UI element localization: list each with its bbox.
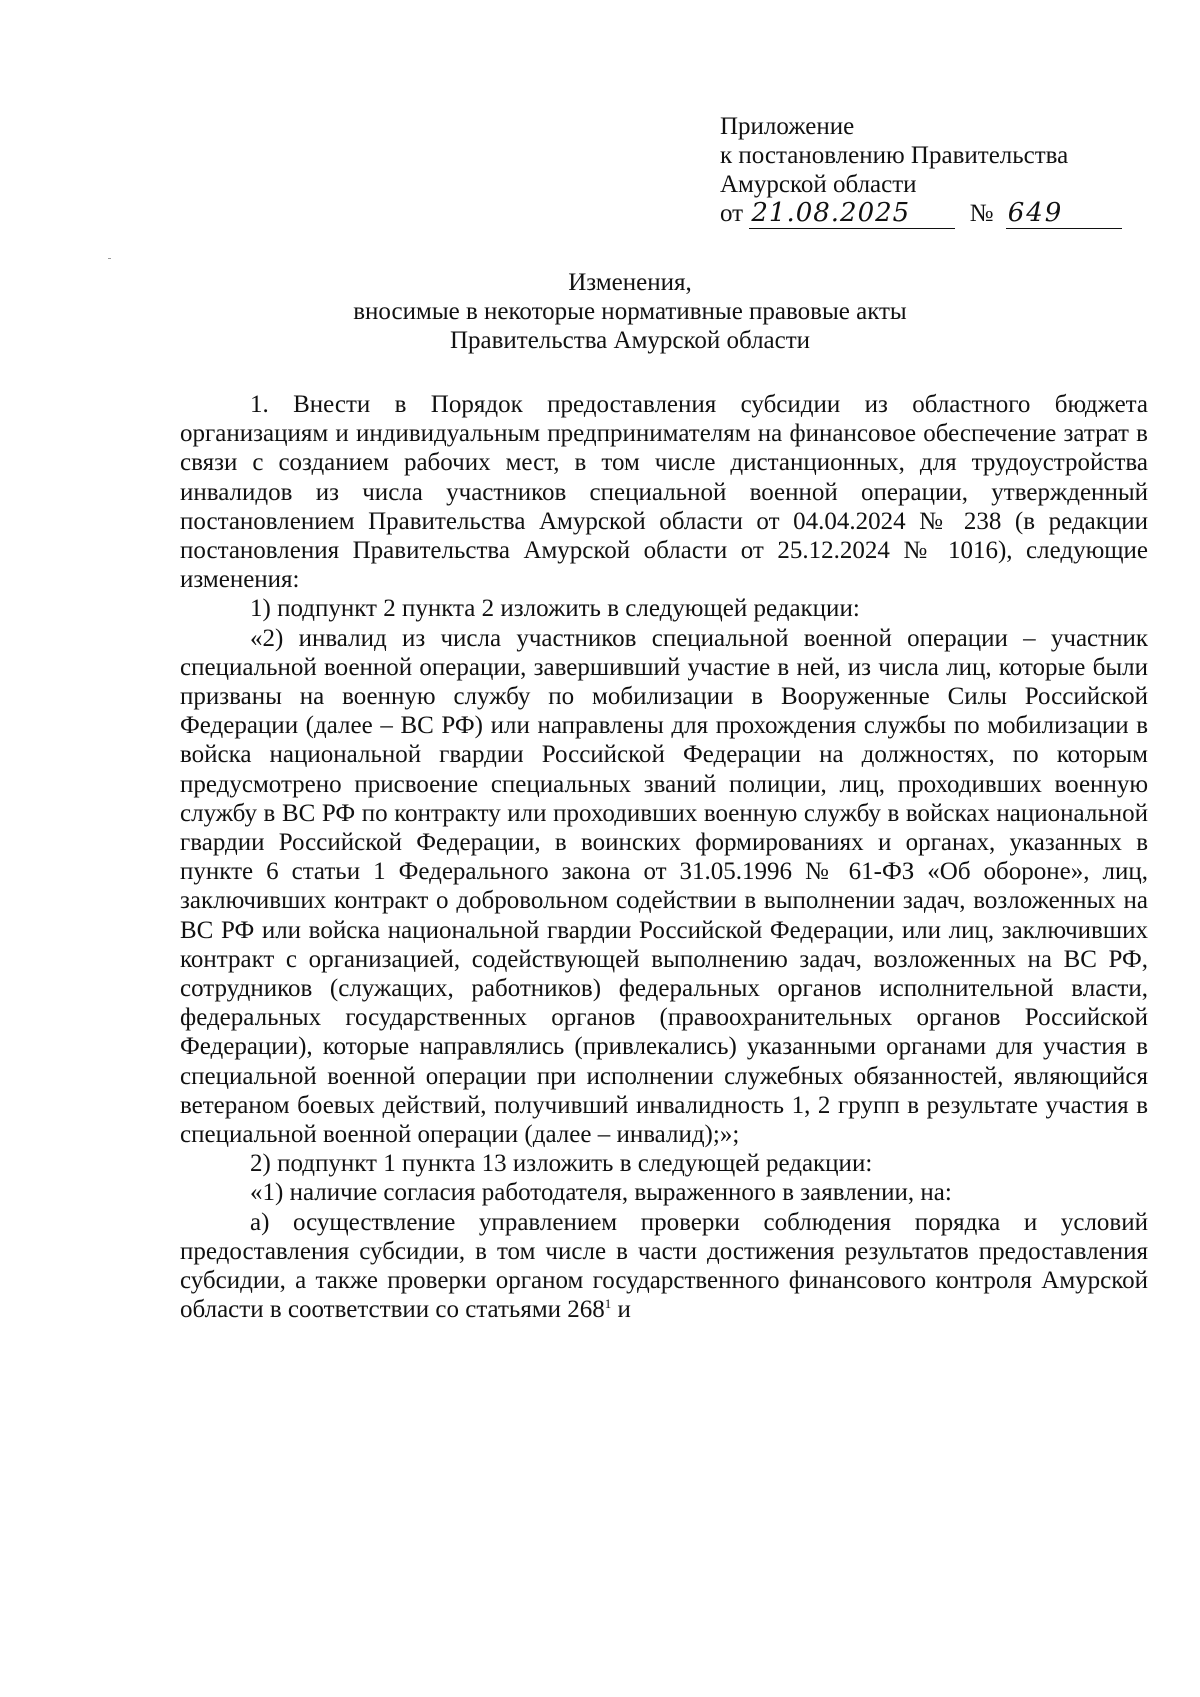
appendix-resolution-ref: к постановлению Правительства — [720, 142, 1069, 169]
appendix-date-number-line — [720, 199, 1160, 229]
consent-a-text: а) осуществление управлением проверки соблюдения порядка и условий предоставления субсидии, в том числе в части достижения результатов предоставления субсидии, а также проверки органом государственного финансового контроля Амурской области в соответствии со статьями 268 — [180, 1208, 1148, 1324]
appendix-label: Приложение — [720, 113, 855, 140]
scan-artifact — [108, 258, 111, 259]
paragraph-subitem-2: 2) подпункт 1 пункта 13 изложить в следующей редакции: — [250, 1150, 873, 1178]
handwritten-date: 21.08.2025 — [749, 199, 955, 229]
paragraph-definition: «2) инвалид из числа участников специальной военной операции – участник специальной военной операции, завершивший участие в ней, из числа лиц, которые были призваны на военную службу по мобилизации в Вооруженные Силы Российской Федерации (далее – ВС РФ) или направлены для прохождения службы по мобилизации в войска национальной гвардии Российской Федерации на должностях, по которым предусмотрено присвоение специальных званий полиции, лиц, проходивших военную службу в ВС РФ по контракту или проходивших военную службу в войсках национальной гвардии Российской Федерации, в воинских формированиях и органах, указанных в пункте 6 статьи 1 Федерального закона от 31.05.1996 № 61-ФЗ «Об обороне», лиц, заключивших контракт о добровольном содействии в выполнении задач, возложенных на ВС РФ или войска национальной гвардии Российской Федерации, или лиц, заключивших контракт с организацией, содействующей выполнению задач, возложенных на ВС РФ, сотрудников (служащих, работников) федеральных органов исполнительной власти, федеральных государственных органов (правоохранительных органов Российской Федерации), которые направлялись (привлекались) указанными органами для участия в специальной военной операции при исполнении служебных обязанностей, являющийся ветераном боевых действий, получивший инвалидность 1, 2 групп в результате участия в специальной военной операции (далее – инвалид);»; — [180, 624, 1148, 1149]
title-line-3: Правительства Амурской области — [449, 327, 811, 354]
handwritten-number: 649 — [1006, 199, 1122, 229]
paragraph-consent: «1) наличие согласия работодателя, выраженного в заявлении, на: — [250, 1179, 952, 1207]
title-line-1: Изменения, — [568, 269, 692, 296]
document-title — [200, 268, 1060, 355]
number-sign: № — [969, 200, 994, 227]
title-line-2: вносимые в некоторые нормативные правовые акты — [353, 298, 907, 325]
document-body — [180, 390, 1148, 1325]
paragraph-subitem-1: 1) подпункт 2 пункта 2 изложить в следующей редакции: — [250, 595, 860, 623]
article-superscript: 1 — [604, 1296, 612, 1312]
from-label: от — [720, 200, 744, 227]
appendix-header — [720, 112, 1160, 229]
paragraph-consent-a — [180, 1208, 1148, 1325]
consent-a-end: и — [611, 1296, 631, 1324]
appendix-region: Амурской области — [720, 171, 917, 198]
paragraph-item-1: 1. Внести в Порядок предоставления субсидии из областного бюджета организациям и индивидуальным предпринимателям на финансовое обеспечение затрат в связи с созданием рабочих мест, в том числе дистанционных, для трудоустройства инвалидов из числа участников специальной военной операции, утвержденный постановлением Правительства Амурской области от 04.04.2024 № 238 (в редакции постановления Правительства Амурской области от 25.12.2024 № 1016), следующие изменения: — [180, 391, 1148, 594]
